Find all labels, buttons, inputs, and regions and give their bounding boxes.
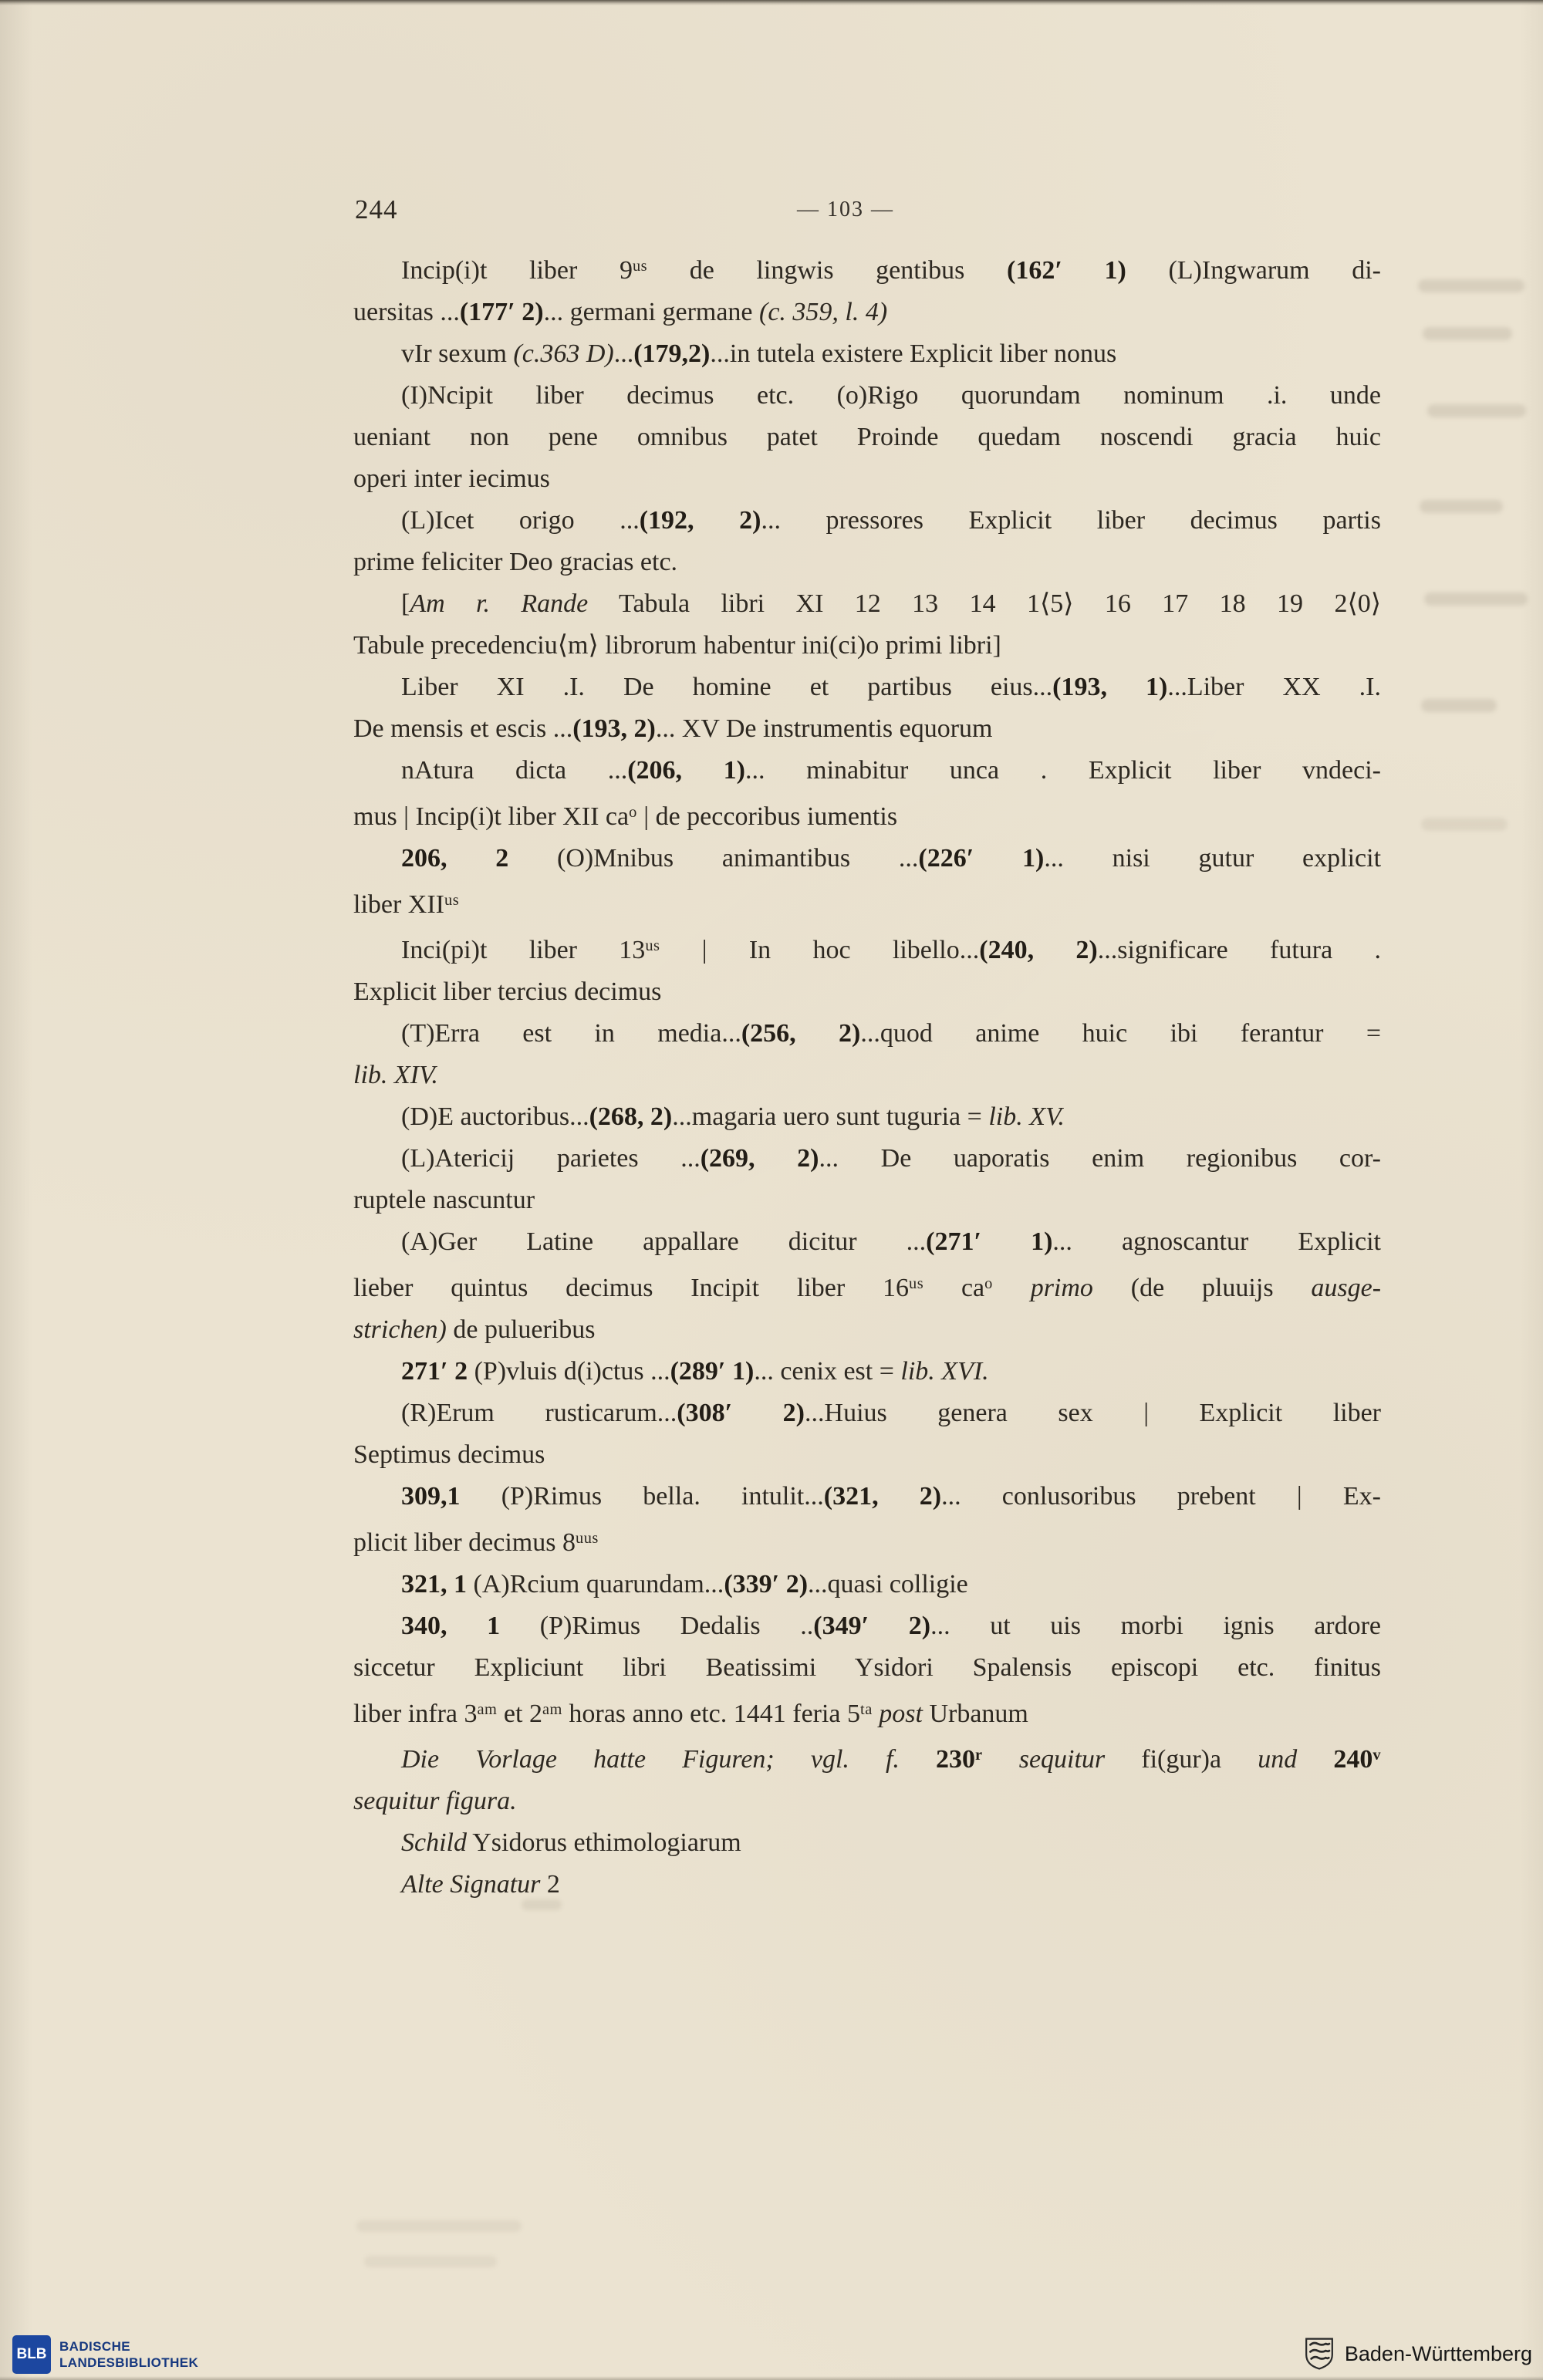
library-footer <box>12 2335 198 2374</box>
body-paragraph <box>353 1351 1381 1393</box>
bleed-through-mark <box>522 1899 562 1910</box>
text-segment: ...magaria uero sunt tuguria = <box>672 1102 989 1132</box>
text-segment: vIr sexum <box>401 339 514 368</box>
text-line <box>353 1605 1381 1647</box>
state-coat-of-arms-icon <box>1303 2337 1335 2371</box>
text-segment: sequitur <box>1018 1745 1106 1774</box>
text-segment: (256, 2) <box>741 1019 861 1048</box>
text-segment: (A)Rcium quarundam... <box>467 1569 724 1598</box>
text-segment: us <box>444 891 460 909</box>
library-name-line1: BADISCHE <box>59 2339 130 2354</box>
text-segment: us <box>632 258 648 275</box>
text-segment: ...Liber XX .I. <box>1167 672 1381 701</box>
text-segment: (L)Atericij parietes ... <box>401 1144 701 1173</box>
text-segment: Liber XI .I. De homine et partibus eius... <box>401 672 1053 701</box>
text-segment: ... De uaporatis enim regionibus cor- <box>819 1144 1381 1173</box>
text-line <box>353 838 1381 879</box>
text-line <box>353 750 1381 792</box>
text-segment: de pulueribus <box>446 1315 596 1344</box>
folio-number: — 103 — <box>797 197 894 221</box>
text-segment: 230 <box>936 1745 976 1774</box>
text-segment: Die Vorlage hatte Figuren; vgl. f. <box>401 1745 937 1774</box>
body-paragraph <box>353 500 1381 583</box>
text-segment: (L)Icet origo ... <box>401 505 640 535</box>
text-segment: Alte Signatur <box>401 1870 541 1899</box>
text-segment: (179,2) <box>633 339 711 368</box>
text-segment: fi(gur)a <box>1105 1745 1258 1774</box>
text-line <box>353 1564 1381 1605</box>
body-paragraph <box>353 1096 1381 1138</box>
bleed-through-mark <box>364 2256 497 2267</box>
body-paragraph <box>353 333 1381 375</box>
text-line <box>353 879 1381 926</box>
body-paragraph <box>353 245 1381 333</box>
text-segment: (268, 2) <box>589 1102 673 1132</box>
text-line <box>353 1309 1381 1351</box>
page-header <box>353 193 1381 228</box>
text-segment: nAtura dicta ... <box>401 755 628 785</box>
body-paragraph <box>353 1476 1381 1564</box>
text-segment: Urbanum <box>922 1699 1028 1728</box>
body-paragraph <box>353 838 1381 926</box>
text-segment: liber infra 3 <box>353 1699 478 1728</box>
text-segment: o <box>629 803 637 821</box>
text-segment: ueniant non pene omnibus patet Proinde quedam noscendi gracia huic <box>353 422 1381 451</box>
text-segment: (D)E auctoribus... <box>401 1102 589 1132</box>
body-paragraph <box>353 1822 1381 1864</box>
text-line <box>353 1013 1381 1055</box>
text-segment: (c.363 D) <box>513 339 614 368</box>
text-segment: (192, 2) <box>639 505 761 535</box>
bleed-through-mark <box>1424 592 1528 606</box>
text-line <box>353 1096 1381 1138</box>
text-segment: 206, 2 <box>401 843 509 873</box>
text-segment: mus | Incip(i)t liber XII ca <box>353 802 630 831</box>
text-segment: ... XV De instrumentis equorum <box>655 714 993 743</box>
text-line <box>353 1822 1381 1864</box>
text-line <box>353 1781 1381 1822</box>
text-segment: sequitur figura. <box>353 1787 517 1816</box>
text-segment: am <box>542 1700 562 1718</box>
text-segment: post <box>879 1699 923 1728</box>
text-segment: (269, 2) <box>700 1144 819 1173</box>
text-segment: (271′ 1) <box>926 1227 1053 1257</box>
text-segment: (R)Erum rusticarum... <box>401 1398 677 1427</box>
text-segment: Tabule precedenciu⟨m⟩ librorum habentur ini(ci)o primi libri] <box>353 630 1001 660</box>
text-segment: 309,1 <box>401 1481 461 1511</box>
text-segment: (P)vluis d(i)ctus ... <box>468 1356 670 1386</box>
text-segment: (L)Ingwarum di- <box>1126 255 1382 285</box>
body-paragraph <box>353 583 1381 667</box>
blb-logo: BLB <box>12 2335 51 2374</box>
text-line <box>353 1476 1381 1517</box>
text-segment: (193, 1) <box>1052 672 1168 701</box>
text-segment: ...quod anime huic ibi ferantur = <box>860 1019 1381 1048</box>
text-segment: ausge- <box>1311 1273 1382 1302</box>
bleed-through-mark <box>1423 327 1512 340</box>
body-paragraph <box>353 375 1381 500</box>
text-segment: primo <box>1030 1273 1093 1302</box>
text-segment: us <box>909 1275 924 1293</box>
body-paragraph <box>353 1138 1381 1221</box>
text-segment: ... conlusoribus prebent | Ex- <box>941 1481 1381 1511</box>
text-segment: (193, 2) <box>572 714 656 743</box>
text-line <box>353 971 1381 1013</box>
text-segment: prime feliciter Deo gracias etc. <box>353 547 678 576</box>
text-segment: Septimus decimus <box>353 1440 545 1469</box>
text-line <box>353 1221 1381 1263</box>
text-segment: o <box>984 1275 993 1293</box>
text-segment: 340, 1 <box>401 1611 501 1640</box>
text-segment: 2 <box>540 1870 560 1899</box>
text-segment: (T)Erra est in media... <box>401 1019 741 1048</box>
text-segment: 240 <box>1333 1745 1373 1774</box>
text-segment: (O)Mnibus animantibus ... <box>508 843 919 873</box>
bleed-through-mark <box>1418 279 1524 292</box>
body-paragraph <box>353 1013 1381 1096</box>
text-segment: (162′ 1) <box>1007 255 1126 285</box>
page-bottom-edge-shadow <box>0 2376 1543 2380</box>
text-segment: lib. XVI. <box>900 1356 989 1386</box>
body-paragraph <box>353 1393 1381 1476</box>
body-paragraph <box>353 1734 1381 1822</box>
text-segment: ... ut uis morbi ignis ardore <box>930 1611 1382 1640</box>
text-segment: ... <box>613 339 634 368</box>
text-segment: ...significare futura . <box>1097 936 1381 965</box>
text-line <box>353 1055 1381 1096</box>
text-segment: ... cenix est = <box>754 1356 901 1386</box>
text-segment: ruptele nascuntur <box>353 1186 535 1215</box>
state-label: Baden-Württemberg <box>1344 2341 1532 2365</box>
text-line <box>353 417 1381 458</box>
bleed-through-mark <box>1421 818 1508 831</box>
page-number: 244 <box>355 194 398 224</box>
text-segment: De mensis et escis ... <box>353 714 573 743</box>
text-line <box>353 292 1381 333</box>
text-line <box>353 708 1381 750</box>
text-segment: Incip(i)t liber 9 <box>401 255 633 285</box>
body-paragraph <box>353 750 1381 838</box>
text-segment: (339′ 2) <box>724 1569 809 1598</box>
text-segment: ca <box>923 1273 985 1302</box>
text-segment: | de peccoribus iumentis <box>636 802 898 831</box>
text-segment: ...in tutela existere Explicit liber nonus <box>710 339 1117 368</box>
body-paragraph <box>353 667 1381 750</box>
text-segment: Explicit liber tercius decimus <box>353 977 662 1007</box>
text-line <box>353 1138 1381 1180</box>
text-segment: lib. XV. <box>988 1102 1065 1132</box>
text-segment: ... nisi gutur explicit <box>1044 843 1382 873</box>
text-line <box>353 375 1381 417</box>
text-line <box>353 458 1381 500</box>
text-segment <box>873 1699 880 1727</box>
text-line <box>353 1351 1381 1393</box>
library-name <box>59 2338 198 2371</box>
text-segment: 271′ 2 <box>401 1356 468 1386</box>
text-segment: Schild <box>401 1828 467 1858</box>
text-segment: (c. 359, l. 4) <box>759 297 888 326</box>
text-segment: lieber quintus decimus Incipit liber 16 <box>353 1273 909 1302</box>
text-line <box>353 792 1381 838</box>
text-line <box>353 625 1381 667</box>
text-segment: ... pressores Explicit liber decimus partis <box>761 505 1381 535</box>
text-segment: ...Huius genera sex | Explicit liber <box>805 1398 1381 1427</box>
text-segment: (226′ 1) <box>918 843 1045 873</box>
text-segment: ... agnoscantur Explicit <box>1052 1227 1381 1257</box>
state-footer <box>1303 2337 1532 2371</box>
text-segment: (P)Rimus Dedalis .. <box>500 1611 814 1640</box>
text-segment: siccetur Expliciunt libri Beatissimi Ysidori Spalensis episcopi etc. finitus <box>353 1652 1381 1682</box>
text-segment: lib. XIV. <box>353 1061 438 1090</box>
text-segment: (I)Ncipit liber decimus etc. (o)Rigo quorundam nominum .i. unde <box>401 380 1381 410</box>
text-segment: 321, 1 <box>401 1569 467 1598</box>
text-segment: (349′ 2) <box>813 1611 931 1640</box>
bleed-through-mark <box>1421 699 1497 712</box>
body-paragraph <box>353 1605 1381 1735</box>
bleed-through-mark <box>1427 404 1526 417</box>
text-line <box>353 1647 1381 1689</box>
text-segment <box>983 1745 1019 1774</box>
bleed-through-mark <box>356 2220 522 2232</box>
text-segment: Inci(pi)t liber 13 <box>401 936 646 965</box>
text-segment: Ysidorus ethimologiarum <box>466 1828 741 1858</box>
text-segment: und <box>1258 1745 1298 1774</box>
text-line <box>353 1434 1381 1476</box>
text-segment: v <box>1372 1747 1382 1764</box>
text-line <box>353 333 1381 375</box>
text-line <box>353 500 1381 542</box>
text-line <box>353 1864 1381 1906</box>
text-segment: (de pluuijs <box>1092 1273 1312 1302</box>
text-segment: | In hoc libello... <box>660 936 980 965</box>
text-segment: ... minabitur unca . Explicit liber vndeci- <box>745 755 1381 785</box>
library-name-line2: LANDESBIBLIOTHEK <box>59 2355 199 2370</box>
body-paragraph <box>353 1221 1381 1351</box>
text-line <box>353 1263 1381 1309</box>
text-line <box>353 667 1381 708</box>
catalogue-text-block <box>353 245 1381 1906</box>
text-segment: operi inter iecimus <box>353 464 550 493</box>
text-segment: Tabula libri XI 12 13 14 1⟨5⟩ 16 17 18 19 2⟨0⟩ <box>588 589 1381 618</box>
text-segment <box>993 1274 1031 1302</box>
text-segment: uus <box>576 1529 599 1547</box>
text-segment: (289′ 1) <box>670 1356 755 1386</box>
body-paragraph <box>353 1564 1381 1605</box>
text-line <box>353 925 1381 971</box>
text-line <box>353 1517 1381 1564</box>
text-segment: uersitas ... <box>353 297 460 326</box>
text-segment: ta <box>860 1700 873 1718</box>
page-top-edge-shadow <box>0 0 1543 5</box>
body-paragraph <box>353 1864 1381 1906</box>
text-line <box>353 583 1381 625</box>
text-segment: am <box>477 1700 498 1718</box>
text-segment: ... germani germane <box>543 297 760 326</box>
text-line <box>353 1393 1381 1434</box>
text-segment: Am r. Rande <box>410 589 589 618</box>
text-segment: (308′ 2) <box>677 1398 805 1427</box>
text-line <box>353 542 1381 583</box>
text-segment: (P)Rimus bella. intulit... <box>460 1481 824 1511</box>
body-paragraph <box>353 925 1381 1013</box>
text-segment: et 2 <box>497 1699 542 1728</box>
text-segment: (206, 1) <box>627 755 745 785</box>
text-segment: (321, 2) <box>823 1481 942 1511</box>
text-segment <box>1297 1745 1333 1774</box>
text-segment: plicit liber decimus 8 <box>353 1528 576 1557</box>
text-line <box>353 245 1381 292</box>
text-segment: de lingwis gentibus <box>647 255 1008 285</box>
text-line <box>353 1180 1381 1221</box>
bleed-through-mark <box>1420 500 1503 513</box>
folio-number-wrap <box>353 197 1381 222</box>
text-segment: (A)Ger Latine appallare dicitur ... <box>401 1227 927 1257</box>
text-segment: horas anno etc. 1441 feria 5 <box>562 1699 861 1728</box>
text-line <box>353 1734 1381 1781</box>
text-segment: r <box>975 1747 983 1764</box>
text-segment: (240, 2) <box>979 936 1098 965</box>
text-segment: us <box>645 937 660 955</box>
text-segment: ...quasi colligie <box>808 1569 968 1598</box>
text-segment: [ <box>401 589 410 618</box>
text-segment: strichen) <box>353 1315 447 1344</box>
text-line <box>353 1689 1381 1735</box>
text-segment: liber XII <box>353 890 445 919</box>
text-segment: (177′ 2) <box>459 297 544 326</box>
